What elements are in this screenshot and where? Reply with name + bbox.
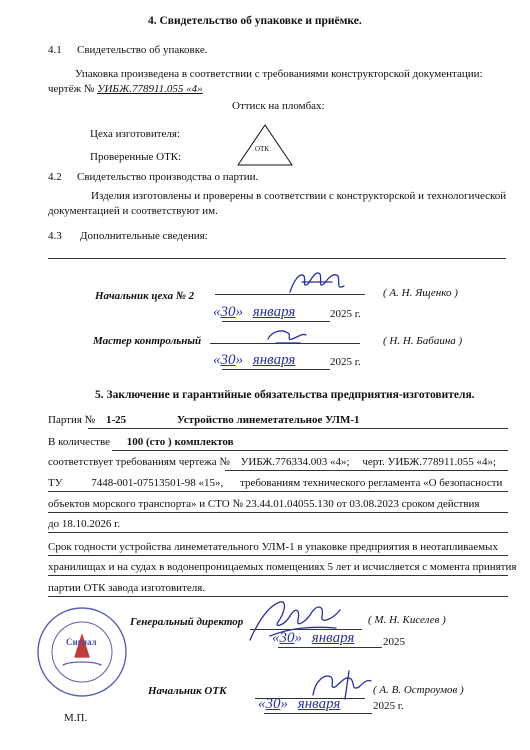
section-4-2-number: 4.2 <box>48 171 62 183</box>
director-date-month: января <box>311 630 355 646</box>
production-text-line2: документацией и соответствуют им. <box>48 205 218 217</box>
master-name: ( Н. Н. Бабаина ) <box>383 335 463 347</box>
req-row <box>48 456 496 468</box>
stamp-mp: М.П. <box>64 712 88 724</box>
otk-head-date <box>258 696 340 713</box>
head-workshop-label: Начальник цеха № 2 <box>95 290 195 302</box>
section-4-title: 4. Свидетельство об упаковке и приёмке. <box>148 15 362 27</box>
head-date-close: » <box>235 304 243 320</box>
director-date-day: 30 <box>279 630 295 646</box>
otk-head-date-line <box>264 713 372 714</box>
packing-drawing-number: УИБЖ.778911.055 «4» <box>97 83 203 95</box>
master-date-month: января <box>252 352 296 368</box>
director-date-year: 2025 <box>383 636 405 648</box>
tu-text: требованиям технического регламента «О безопасности <box>240 477 503 489</box>
section-5-title: 5. Заключение и гарантийные обязательства предприятия-изготовителя. <box>95 389 475 401</box>
master-date-day: 30 <box>220 352 236 368</box>
otk-head-date-day: 30 <box>265 696 281 712</box>
master-date-close: » <box>235 352 243 368</box>
master-label: Мастер контрольный <box>93 335 202 347</box>
shelf-life-line1: Срок годности устройства линеметательного УЛМ-1 в упаковке предприятия в неотапливаемых <box>48 541 498 553</box>
head-date-year: 2025 г. <box>330 308 361 320</box>
shelf-life-line2: хранилищах и на судах в водонепроницаемых помещениях 5 лет и исчисляется с момента принятия <box>48 561 517 573</box>
master-date-line <box>222 369 330 370</box>
shelf-line-1 <box>48 555 508 556</box>
stamp-center-text: Сигнал <box>66 637 97 647</box>
head-workshop-name: ( А. Н. Ященко ) <box>383 287 458 299</box>
drawing-prefix: чертёж № <box>48 83 95 95</box>
otk-seal-label: Проверенные ОТК: <box>90 151 182 163</box>
workshop-seal-label: Цеха изготовителя: <box>90 128 181 140</box>
head-date-line <box>222 321 330 322</box>
req-line <box>225 470 508 471</box>
party-row <box>48 414 360 426</box>
company-stamp <box>35 605 130 700</box>
master-date <box>213 352 295 369</box>
req-drawing-2: черт. УИБЖ.778911.055 «4»; <box>362 456 497 468</box>
additional-info-line <box>48 258 506 259</box>
tu-row <box>48 477 502 489</box>
head-date-month: января <box>252 304 296 320</box>
section-4-3-number: 4.3 <box>48 230 62 242</box>
director-label: Генеральный директор <box>130 616 244 628</box>
section-4-3-title: Дополнительные сведения: <box>80 230 208 242</box>
valid-line <box>48 532 508 533</box>
director-date-close: » <box>294 630 302 646</box>
otk-head-date-month: января <box>297 696 341 712</box>
qty-value: 100 (сто ) комплектов <box>126 436 234 448</box>
party-number: 1-25 <box>105 414 127 426</box>
section-4-1-number: 4.1 <box>48 44 62 56</box>
device-name: Устройство линеметательное УЛМ-1 <box>176 414 360 426</box>
req-drawing: УИБЖ.776334.003 «4»; <box>240 456 350 468</box>
packing-text-line1: Упаковка произведена в соответствии с требованиями конструкторской документации: <box>75 68 483 80</box>
director-date-line <box>278 647 382 648</box>
reg-line <box>48 512 508 513</box>
otk-head-name: ( А. В. Остроумов ) <box>373 684 464 696</box>
otk-head-date-close: » <box>280 696 288 712</box>
qty-row <box>48 436 234 448</box>
otk-triangle-label: ОТК <box>255 145 269 153</box>
head-signature <box>282 262 352 302</box>
otk-head-date-open: « <box>258 696 266 712</box>
section-4-1-title: Свидетельство об упаковке. <box>77 44 208 56</box>
director-name: ( М. Н. Киселев ) <box>368 614 446 626</box>
qty-line <box>112 450 508 451</box>
tu-label: ТУ <box>48 477 63 489</box>
tu-line <box>48 491 508 492</box>
party-line <box>88 428 508 429</box>
director-date-open: « <box>272 630 280 646</box>
master-date-open: « <box>213 352 221 368</box>
section-4-2-title: Свидетельство производства о партии. <box>77 171 259 183</box>
shelf-life-line3: партии ОТК завода изготовителя. <box>48 582 206 594</box>
otk-head-label: Начальник ОТК <box>148 685 227 697</box>
packing-text-line2 <box>48 83 215 95</box>
shelf-line-2 <box>48 575 508 576</box>
head-date <box>213 304 295 321</box>
master-signature <box>262 325 312 347</box>
production-text-line1: Изделия изготовлены и проверены в соответствии с конструкторской и технологической <box>91 190 507 202</box>
director-date <box>272 630 354 647</box>
tu-value: 7448-001-07513501-98 «15», <box>91 477 224 489</box>
seal-title: Оттиск на пломбах: <box>232 100 325 112</box>
otk-head-date-year: 2025 г. <box>373 700 404 712</box>
master-date-year: 2025 г. <box>330 356 361 368</box>
head-date-day: 30 <box>220 304 236 320</box>
party-label: Партия № <box>48 414 96 426</box>
valid-to: до 18.10.2026 г. <box>48 518 121 530</box>
head-date-open: « <box>213 304 221 320</box>
reg-text: объектов морского транспорта» и СТО № 23.44.01.04055.130 от 03.08.2023 сроком действия <box>48 498 480 510</box>
qty-label: В количестве <box>48 436 110 448</box>
req-prefix: соответствует требованиям чертежа № <box>48 456 230 468</box>
